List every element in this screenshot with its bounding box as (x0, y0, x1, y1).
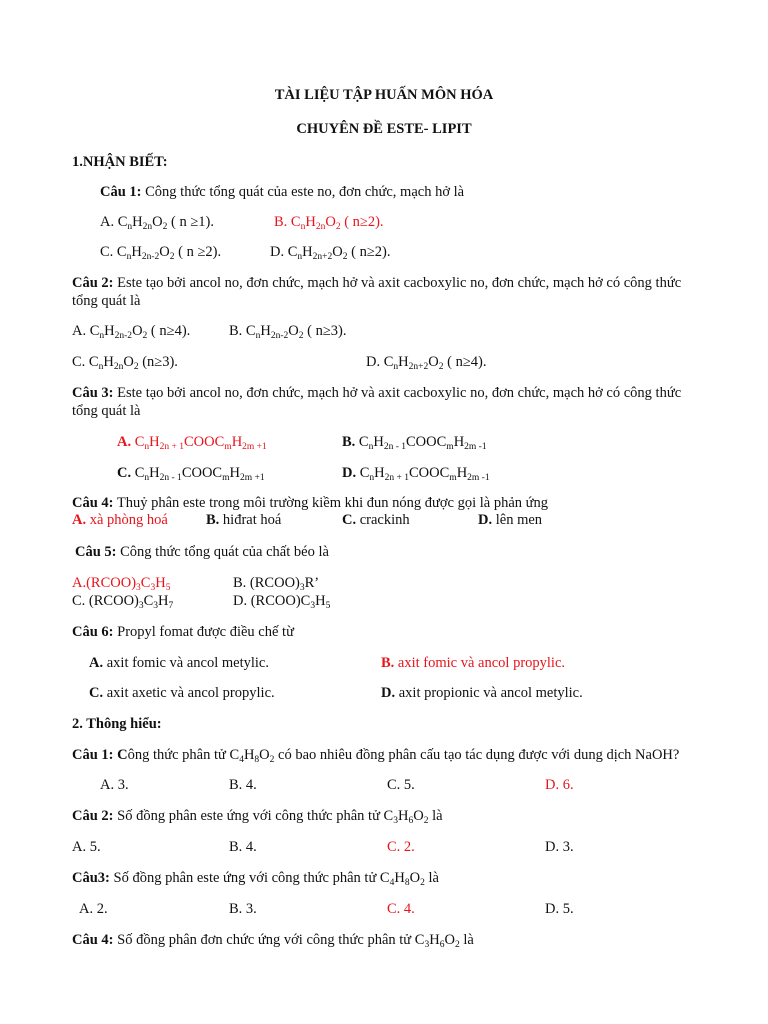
question-1-6-option-c: C. axit axetic và ancol propylic. (89, 685, 275, 701)
question-label: Câu 3: (72, 385, 114, 401)
question-2-1-option-b: B. 4. (229, 777, 257, 793)
question-1-2-text-cont: tổng quát là (72, 293, 141, 309)
question-text: Thuỷ phân este trong môi trường kiềm khi đun nóng được gọi là phản ứng (113, 495, 549, 511)
question-1-3-option-c: C. $C_nH_{2n - 1}COOC_mH_{2m +1}$ (117, 465, 265, 483)
question-text: Este tạo bởi ancol no, đơn chức, mạch hở và axit cacboxylic no, đơn chức, mạch hở có công thức (113, 275, 682, 291)
question-1-4-option-c: C. crackinh (342, 512, 410, 528)
question-2-1-option-d: D. 6. (545, 777, 574, 793)
question-1-1-option-b: B. $C_nH_{2n}O_2$ ( n≥2). (274, 214, 384, 232)
question-2-1: Câu 1: Công thức phân tử $C_4H_8O_2$ có bao nhiêu đồng phân cấu tạo tác dụng được với dung dịch NaOH? (72, 747, 680, 765)
question-1-1-option-c: C. $C_nH_{2n-2}O_2$ ( n ≥2). (100, 244, 222, 262)
section-heading-2: 2. Thông hiểu: (72, 716, 162, 732)
question-2-1-option-c: C. 5. (387, 777, 415, 793)
question-text: Propyl fomat được điều chế từ (113, 624, 294, 640)
question-label: Câu 5: (75, 544, 117, 560)
question-2-2-option-a: A. 5. (72, 839, 101, 855)
question-2-1-option-a: A. 3. (100, 777, 129, 793)
question-1-4-option-d: D. lên men (478, 512, 543, 528)
question-1-5-option-d: D. $(RCOO)C_3H_5$ (233, 593, 331, 611)
question-label: Câu 2: (72, 808, 114, 824)
question-label: Câu 2: (72, 275, 114, 291)
document-subtitle: CHUYÊN ĐỀ ESTE- LIPIT (296, 121, 472, 137)
document-title: TÀI LIỆU TẬP HUẤN MÔN HÓA (274, 87, 494, 103)
question-1-2-option-b: B. $C_nH_{2n-2}O_2$ ( n≥3). (229, 323, 347, 341)
question-text: Este tạo bởi ancol no, đơn chức, mạch hở và axit cacboxylic no, đơn chức, mạch hở có công thức (113, 385, 682, 401)
question-2-4: Câu 4: Số đồng phân đơn chức ứng với công thức phân tử $C_3H_6O_2$ là (72, 932, 474, 950)
question-label: Câu 6: (72, 624, 114, 640)
question-1-6 (72, 623, 294, 641)
question-2-3-option-c: C. 4. (387, 901, 415, 917)
question-2-3-option-d: D. 5. (545, 901, 574, 917)
section-heading-1: 1.NHẬN BIẾT: (72, 154, 168, 170)
question-1-3 (72, 384, 681, 402)
question-1-3-option-a: A. $C_nH_{2n + 1}COOC_mH_{2m +1}$ (117, 434, 267, 452)
question-1-2-option-c: C. $C_nH_{2n}O_2$ (n≥3). (72, 354, 178, 372)
question-1-2-option-d: D. $C_nH_{2n+2}O_2$ ( n≥4). (366, 354, 487, 372)
question-1-4-option-a: A. xà phòng hoá (72, 512, 168, 528)
question-1-4 (72, 494, 548, 512)
question-2-3-option-b: B. 3. (229, 901, 257, 917)
question-1-3-option-d: D. $C_nH_{2n + 1}COOC_mH_{2m -1}$ (342, 465, 490, 483)
question-text: Công thức tổng quát của este no, đơn chức, mạch hở là (141, 184, 465, 200)
question-1-1 (100, 183, 464, 201)
question-label: Câu 1: (100, 184, 142, 200)
question-1-1-option-d: D. $C_nH_{2n+2}O_2$ ( n≥2). (270, 244, 391, 262)
question-1-2 (72, 274, 681, 292)
question-text: Công thức tổng quát của chất béo là (116, 544, 329, 560)
question-1-5-option-a: $A.(RCOO)_3C_3H_5$ (72, 575, 171, 593)
question-label: Câu 1: (72, 747, 114, 763)
question-1-6-option-b: B. axit fomic và ancol propylic. (381, 655, 566, 671)
question-1-2-option-a: A. $C_nH_{2n-2}O_2$ ( n≥4). (72, 323, 191, 341)
question-label: Câu3: (72, 870, 110, 886)
question-2-2: Câu 2: Số đồng phân este ứng với công thức phân tử $C_3H_6O_2$ là (72, 808, 443, 826)
question-1-6-option-a: A. axit fomic và ancol metylic. (89, 655, 269, 671)
question-label: Câu 4: (72, 932, 114, 948)
question-2-2-option-d: D. 3. (545, 839, 574, 855)
question-1-3-text-cont: tổng quát là (72, 403, 141, 419)
question-1-5 (75, 543, 329, 561)
question-1-5-option-c: C. $(RCOO)_3C_3H_7$ (72, 593, 174, 611)
question-2-2-option-c: C. 2. (387, 839, 415, 855)
question-1-3-option-b: B. $C_nH_{2n - 1}COOC_mH_{2m -1}$ (342, 434, 487, 452)
question-1-1-option-a: A. $C_nH_{2n}O_2$ ( n ≥1). (100, 214, 214, 232)
question-label: Câu 4: (72, 495, 114, 511)
question-1-5-option-b: B. $(RCOO)_3R$’ (233, 575, 320, 593)
question-1-4-option-b: B. hiđrat hoá (206, 512, 282, 528)
question-1-6-option-d: D. axit propionic và ancol metylic. (381, 685, 583, 701)
question-2-3: Câu3: Số đồng phân este ứng với công thức phân tử $C_4H_8O_2$ là (72, 870, 439, 888)
question-2-3-option-a: A. 2. (79, 901, 108, 917)
question-2-2-option-b: B. 4. (229, 839, 257, 855)
